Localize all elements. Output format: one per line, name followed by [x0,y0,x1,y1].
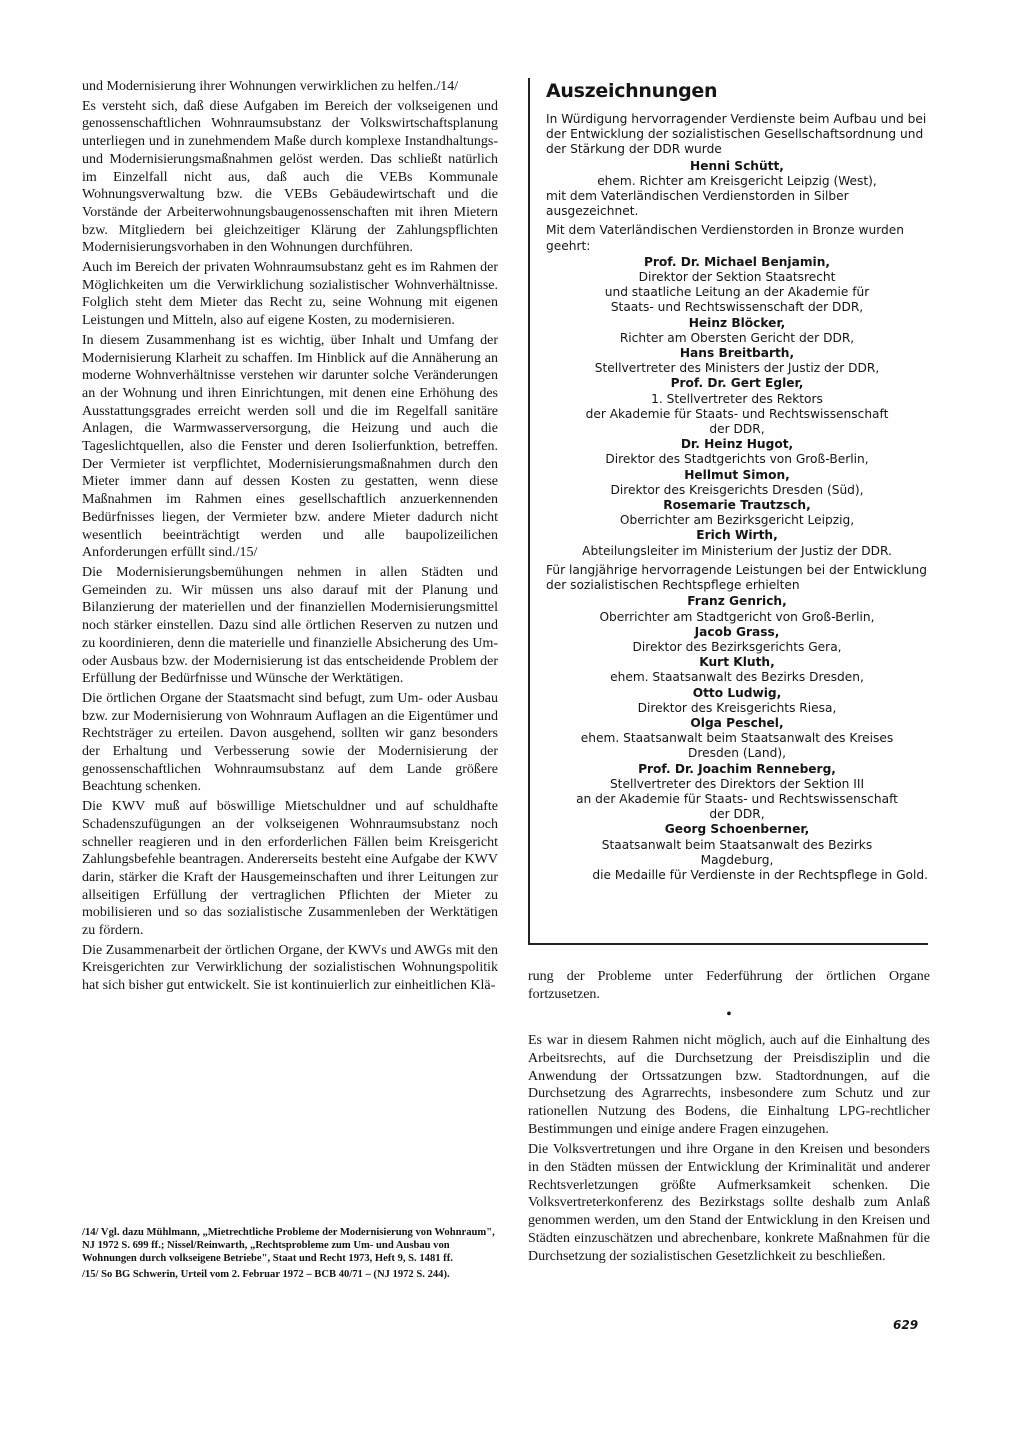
recipient-name: Dr. Heinz Hugot, [680,437,794,452]
recipient-title-line: ehem. Staatsanwalt beim Staatsanwalt des Kreises [580,731,894,746]
award-recipient [546,625,928,655]
recipient-title-line: Direktor des Kreisgerichts Riesa, [637,700,837,715]
continuation-paragraph: rung der Probleme unter Federführung der örtlichen Organe fortzusetzen. [528,969,930,1002]
paragraph: Die KWV muß auf böswillige Mietschuldner und auf schuldhafte Schadenszufügungen an der volkseigenen Wohnraumsubstanz noch schneller reagieren und in den erforderlichen Fällen beim Kreisgericht Zahlungsbefehle beantragen. Andererseits besteht eine Aufgabe der KWV darin, stärker die Kraft der Hausgemeinschaften und ihrer Leitungen zur allseitigen Erfüllung der vertraglichen Pflichten der Mieter zu mobilisieren und so das sozialistische Zusammenleben der Werktätigen zu fördern. [82,799,498,939]
recipient-title-line: und staatliche Leitung an der Akademie für [604,285,870,300]
recipient-title: ehem. Richter am Kreisgericht Leipzig (West), [597,173,877,188]
footnote: /14/ Vgl. dazu Mühlmann, „Mietrechtliche Probleme der Modernisierung von Wohnraum", NJ 1972 S. 699 ff.; Nissel/Reinwarth, „Rechtsprobleme zum Um- und Ausbau von Wohnungen durch volkseigene Betriebe", Staat und Recht 1973, Heft 9, S. 1481 ff. [82,1227,495,1264]
medal-recipients [546,594,928,868]
right-column [528,968,930,1268]
award-recipient [546,762,928,823]
recipient-name: Otto Ludwig, [692,685,782,700]
recipient-name: Erich Wirth, [696,528,778,543]
paragraph: Die Zusammenarbeit der örtlichen Organe, der KWVs und AWGs mit den Kreisgerichten zur Verwirklichung der sozialistischen Wohnungspolitik hat sich bisher gut entwickelt. Sie ist kontinuierlich zur einheitlichen Klä- [82,942,498,994]
recipient-title-line: Oberrichter am Stadtgericht von Groß-Berlin, [599,609,875,624]
award-recipient [546,316,928,346]
recipient-name: Prof. Dr. Michael Benjamin, [643,254,831,269]
award-recipient [546,594,928,624]
recipient-title-line: Direktor des Kreisgerichts Dresden (Süd), [610,482,864,497]
awards-box [528,78,928,945]
recipient-name: Kurt Kluth, [699,655,775,670]
recipient-name: Prof. Dr. Joachim Renneberg, [638,761,836,776]
award-recipient [546,346,928,376]
recipient-title-line: der Akademie für Staats- und Rechtswissenschaft [585,406,889,421]
recipient-name: Georg Schoenberner, [664,822,810,837]
awards-closing: die Medaille für Verdienste in der Rechtspflege in Gold. [592,867,928,882]
recipient-name: Rosemarie Trautzsch, [663,498,811,513]
recipient-title-line: Abteilungsleiter im Ministerium der Justiz der DDR. [582,543,892,558]
paragraph: Die Volksvertretungen und ihre Organe in den Kreisen und besonders in den Städten müssen der Entwicklung der Kriminalität und anderer Rechtsverletzungen größte Aufmerksamkeit schenken. Die Volksvertreterkonferenz des Bezirkstags sollte deshalb zum Anlaß genommen werden, um den Stand der Entwicklung in den Kreisen und Städten einzuschätzen und abrechenbare, konkrete Maßnahmen für die Durchsetzung der sozialistischen Gesetzlichkeit zu beschließen. [528,1142,930,1264]
award-recipient [546,376,928,437]
awards-heading: Auszeichnungen [546,80,718,102]
separator-mark: • [726,1007,732,1023]
recipient-name: Prof. Dr. Gert Egler, [670,376,804,391]
award-recipient [546,528,928,558]
recipient-title-line: Richter am Obersten Gericht der DDR, [619,330,855,345]
recipient-title-line: Staats- und Rechtswissenschaft der DDR, [610,300,864,315]
recipient-name: Jacob Grass, [694,624,780,639]
recipient-name: Heinz Blöcker, [688,315,786,330]
medal-intro: Für langjährige hervorragende Leistungen bei der Entwicklung der sozialistischen Rechtspflege erhielten [546,562,927,593]
paragraph: In diesem Zusammenhang ist es wichtig, über Inhalt und Umfang der Modernisierung Klarheit zu schaffen. Im Hinblick auf die Annäherung an moderne Wohnverhältnisse verstehen wir darunter solche Veränderungen an der Wohnung und ihren Einrichtungen, mit denen eine Erhöhung des Ausstattungsgrades erreicht werden soll und die im Regelfall sanitäre Anlagen, die Warmwasserversorgung, die Heizung und auch die Tageslichtquellen, also die Fenster und deren Isolierfunktion, betreffen. Der Vermieter ist verpflichtet, Modernisierungsmaßnahmen durch den Mieter immer dann auf dessen Kosten zu gestatten, wenn diese Maßnahmen im Rahmen eines gesellschaftlich anzuerkennenden Bedürfnisses liegen, der Vermieter bzw. andere Mieter dadurch nicht wesentlich beeinträchtigt werden und alle baupolizeilichen Anforderungen erfüllt sind./15/ [82,332,498,561]
award-recipient [546,437,928,467]
recipient-title-line: 1. Stellvertreter des Rektors [651,391,823,406]
page-number: 629 [893,1318,919,1332]
award-recipient [546,716,928,762]
recipient-title-line: Direktor des Bezirksgerichts Gera, [632,639,842,654]
award-recipient [546,686,928,716]
silver-text: mit dem Vaterländischen Verdienstorden in Silber ausgezeichnet. [546,189,849,219]
recipient-title-line: Direktor des Stadtgerichts von Groß-Berlin, [605,452,869,467]
recipient-name: Olga Peschel, [690,715,784,730]
recipient-name: Franz Genrich, [687,594,787,609]
paragraph: Die örtlichen Organe der Staatsmacht sind befugt, zum Um- oder Ausbau bzw. zur Modernisierung von Wohnraum Auflagen an die Eigentümer und Rechtsträger zu erteilen. Davon ausgehend, sollten wir ganz besonders der Erhaltung und Verbesserung sowie der Modernisierung der genossenschaftlichen Wohnraumsubstanz auf dem Lande größere Beachtung schenken. [82,690,498,795]
recipient-title-line: an der Akademie für Staats- und Rechtswissenschaft [576,791,898,806]
award-recipient [546,468,928,498]
paragraph: Auch im Bereich der privaten Wohnraumsubstanz geht es im Rahmen der Möglichkeiten um die Verwirklichung sozialistischer Wohnverhältnisse. Folglich steht dem Mieter das Recht zu, seine Wohnung mit eigenen Leistungen und Mitteln, also auf eigene Kosten, zu modernisieren. [82,260,498,329]
bronze-recipients [546,255,928,559]
recipient-title-line: ehem. Staatsanwalt des Bezirks Dresden, [610,670,864,685]
paragraph: und Modernisierung ihrer Wohnungen verwirklichen zu helfen./14/ [82,79,459,94]
bronze-intro: Mit dem Vaterländischen Verdienstorden in Bronze wurden geehrt: [546,223,904,253]
recipient-name: Henni Schütt, [690,158,784,173]
paragraph: Es war in diesem Rahmen nicht möglich, auch auf die Einhaltung des Arbeitsrechts, auf die Durchsetzung der Preisdisziplin und die Anwendung der Ortssatzungen bzw. Stadtordnungen, auf die Durchsetzung des Agrarrechts, insbesondere zum Schutz und zur rationellen Nutzung des Bodens, die Einhaltung LPG-rechtlicher Bestimmungen und einige andere Fragen einzugehen. [528,1033,930,1137]
recipient-title-line: Staatsanwalt beim Staatsanwalt des Bezirks [601,837,873,852]
footnotes [82,1226,498,1284]
recipient-name: Hans Breitbarth, [679,346,795,361]
recipient-title-line: Stellvertreter des Ministers der Justiz der DDR, [594,361,880,376]
silver-recipient [546,159,928,189]
paragraph: Die Modernisierungsbemühungen nehmen in allen Städten und Gemeinden zu. Wir müssen uns also darauf mit der Planung und Bilanzierung der materiellen und der finanziellen Modernisierungsmittel noch stärker einstellen. Dazu sind alle örtlichen Reserven zu nutzen und zu koordinieren, denn die materielle und finanzielle Absicherung des Um- oder Ausbaus bzw. der Modernisierung ist das entscheidende Problem der Erfüllung der Bedürfnisse und Wünsche der Werktätigen. [82,564,498,687]
recipient-title-line: Direktor der Sektion Staatsrecht [638,270,836,285]
recipient-title-line: Dresden (Land), [688,746,786,761]
footnote: /15/ So BG Schwerin, Urteil vom 2. Februar 1972 – BCB 40/71 – (NJ 1972 S. 244). [82,1269,450,1280]
award-recipient [546,498,928,528]
recipient-title-line: der DDR, [709,807,765,822]
recipient-title-line: Magdeburg, [700,852,774,867]
recipient-name: Hellmut Simon, [684,467,790,482]
recipient-title-line: Stellvertreter des Direktors der Sektion III [609,776,865,791]
recipient-title-line: Oberrichter am Bezirksgericht Leipzig, [619,513,855,528]
award-recipient [546,822,928,868]
paragraph: Es versteht sich, daß diese Aufgaben im Bereich der volkseigenen und genossenschaftlichen Wohnraumsubstanz der Volkswirtschaftsplanung unterliegen und in zunehmendem Maße durch komplexe Instandhaltungs- und Modernisierungsmaßnahmen gelöst werden. Das schließt natürlich im Einzelfall nicht aus, daß auch die VEBs Kommunale Wohnungsverwaltung bzw. die VEBs Gebäudewirtschaft und die Vorstände der Arbeiterwohnungsbaugenossenschaften mit ihren Mietern bzw. Mitgliedern bei gleichzeitiger Klärung der Zahlungspflichten Modernisierungsvorhaben in den Wohnungen durchführen. [82,98,498,256]
award-recipient [546,255,928,316]
left-column [82,78,498,997]
awards-intro: In Würdigung hervorragender Verdienste beim Aufbau und bei der Entwicklung der sozialistischen Gesellschaftsordnung und der Stärkung der DDR wurde [546,112,927,157]
award-recipient [546,655,928,685]
recipient-title-line: der DDR, [709,422,765,437]
